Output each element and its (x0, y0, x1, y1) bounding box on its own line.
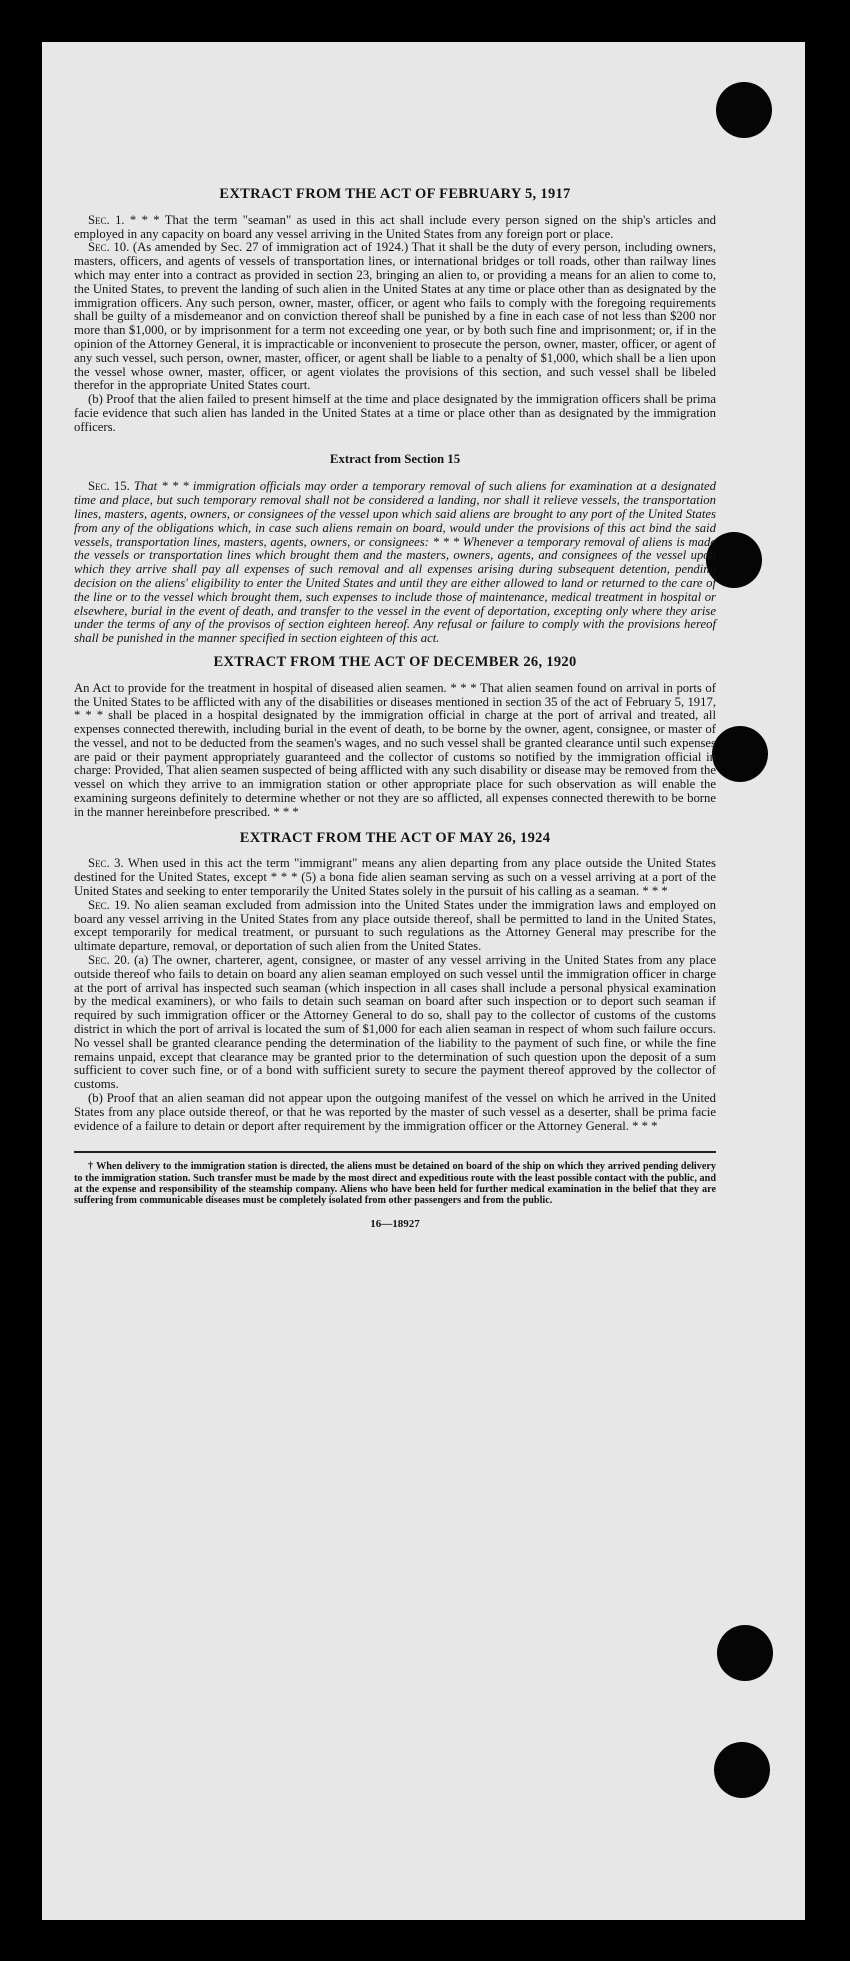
punch-hole (714, 1742, 770, 1798)
section-heading: EXTRACT FROM THE ACT OF DECEMBER 26, 1920 (213, 653, 577, 670)
paragraph: Sec. 15. That * * * immigration officials may order a temporary removal of such aliens for examination at a designated time and place, but such temporary removal shall not be considered a landing, nor shall it relieve vessels, the transportation lines, masters, agents, owners, or consignees of the vessel upon which said aliens are brought to any port of the United States from any of the obligations which, in case such aliens remain on board, would under the provisions of this act bind the said vessels, transportation lines, masters, agents, owners, or consignees: * * * Whenever a temporary removal of aliens is made the vessels or transportation lines which brought them and the masters, owners, agents, and consignees of the vessel upon which they arrive shall pay all expenses of such removal and all expenses arising during subsequent detention, pending decision on the aliens' eligibility to enter the United States and until they are either allowed to land or returned to the care of the line or to the vessel which brought them, such expenses to include those of maintenance, medical treatment in hospital or elsewhere, burial in the event of death, and transfer to the vessel in the event of deportation, excepting only where they arise under the terms of any of the provisos of section eighteen hereof. Any refusal or failure to comply with the provisions hereof shall be punished in the manner specified in section eighteen of this act. (74, 479, 716, 646)
punch-hole (712, 726, 768, 782)
paragraph: Sec. 20. (a) The owner, charterer, agent, consignee, or master of any vessel arriving in the United States from any place outside thereof who fails to detain on board any alien seaman employed on such vessel until the immigration officer in charge at the port of arrival has inspected such seaman (which inspection in all cases shall include a personal physical examination by the medical examiners), or who fails to detain such seaman on board after such inspection or to deport such seaman if required by such immigration officer or the Attorney General to do so, shall pay to the collector of customs of the customs district in which the port of arrival is located the sum of $1,000 for each alien seaman in respect of whom such failure occurs. No vessel shall be granted clearance pending the determination of the liability to the payment of such fine, or while the fine remains unpaid, except that clearance may be granted prior to the determination of such question upon the deposit of a sum sufficient to cover such fine, or of a bond with sufficient surety to secure the payment thereof approved by the collector of customs. (74, 953, 717, 1092)
section-heading: EXTRACT FROM THE ACT OF FEBRUARY 5, 1917 (219, 186, 571, 202)
paragraph: An Act to provide for the treatment in hospital of diseased alien seamen. * * * That alien seamen found on arrival in ports of the United States to be afflicted with any of the disabilities or diseases mentioned in section 35 of the act of February 5, 1917, * * * shall be placed in a hospital designated by the immigration official in charge at the port of arrival and treated, all expenses connected therewith, including burial in the event of death, to be borne by the owner, agent, consignee, or master of the vessel, and not to be deducted from the seamen's wages, and no such vessel shall be granted clearance until such expenses are paid or their payment appropriately guaranteed and the collector of customs so notified by the immigration official in charge: Provided, That alien seamen suspected of being afflicted with any such disability or disease may be removed from the vessel on which they arrive to an immigration station or other appropriate place for such observation as will enable the examining surgeons definitely to determine whether or not they are so afflicted, all expenses connected therewith to be borne in the manner hereinbefore prescribed. * * * (74, 680, 716, 819)
section-heading: EXTRACT FROM THE ACT OF MAY 26, 1924 (239, 829, 551, 846)
footnote: † When delivery to the immigration station is directed, the aliens must be detained on board of the ship on which they arrived pending delivery to the immigration station. Such transfer must be made by the most direct and expeditious route with the least possible contact with the public, and at the expense and responsibility of the steamship company. Aliens who have been held for further medical examination in the belief that they are suffering from communicable diseases must be completely isolated from other passengers and from the public. (74, 1161, 716, 1207)
paragraph: Sec. 1. * * * That the term "seaman" as used in this act shall include every person signed on the ship's articles and employed in any capacity on board any vessel arriving in the United States from any foreign port or place. (74, 212, 716, 241)
footnote-divider (74, 1151, 716, 1153)
paragraph: Sec. 10. (As amended by Sec. 27 of immigration act of 1924.) That it shall be the duty of every person, including owners, masters, officers, and agents of vessels of transportation lines, or international bridges or toll roads, other than railway lines which may enter into a contract as provided in section 23, bringing an alien to, or providing a means for an alien to come to, the United States, to prevent the landing of such alien in the United States at any time or place other than as designated by the immigration officers. Any such person, owner, master, officer, or agent who fails to comply with the foregoing requirements shall be guilty of a misdemeanor and on conviction thereof shall be punished by a fine in each case of not less than $200 nor more than $1,000, or by imprisonment for a term not exceeding one year, or by both such fine and imprisonment; or, if in the opinion of the Attorney General, it is impracticable or inconvenient to prosecute the person, owner, master, officer, or agent of any such vessel, such person, owner, master, officer, or agent shall be liable to a penalty of $1,000, which shall be a lien upon the vessel whose owner, master, officer, or agent violates the provisions of this section, and such vessel shall be libeled therefor in the appropriate United States court. (74, 240, 716, 393)
section-heading: Extract from Section 15 (329, 451, 461, 466)
paragraph: Sec. 3. When used in this act the term "immigrant" means any alien departing from any place outside the United States destined for the United States, except * * * (5) a bona fide alien seaman serving as such on a vessel arriving at a port of the United States and seeking to enter temporarily the United States solely in the pursuit of his calling as a seaman. * * * (74, 856, 716, 899)
paragraph: (b) Proof that the alien failed to present himself at the time and place designated by the immigration officers shall be prima facie evidence that such alien has landed in the United States at a time or place other than as designated by the immigration officers. (74, 392, 716, 434)
paragraph: Sec. 19. No alien seaman excluded from admission into the United States under the immigration laws and employed on board any vessel arriving in the United States from any place outside thereof, shall be permitted to land in the United States, except temporarily for medical treatment, or pursuant to such regulations as the Attorney General may prescribe for the ultimate departure, removal, or deportation of such alien from the United States. (74, 897, 716, 954)
punch-hole (717, 1625, 773, 1681)
document-body (74, 188, 716, 1232)
form-number: 16—18927 (370, 1218, 420, 1231)
punch-hole (716, 82, 772, 138)
paragraph: (b) Proof that an alien seaman did not appear upon the outgoing manifest of the vessel on which he arrived in the United States from any place outside thereof, or that he was reported by the master of such vessel as a deserter, shall be prima facie evidence of a failure to detain or deport after requirement by the immigration officer or the Attorney General. * * * (74, 1091, 716, 1133)
